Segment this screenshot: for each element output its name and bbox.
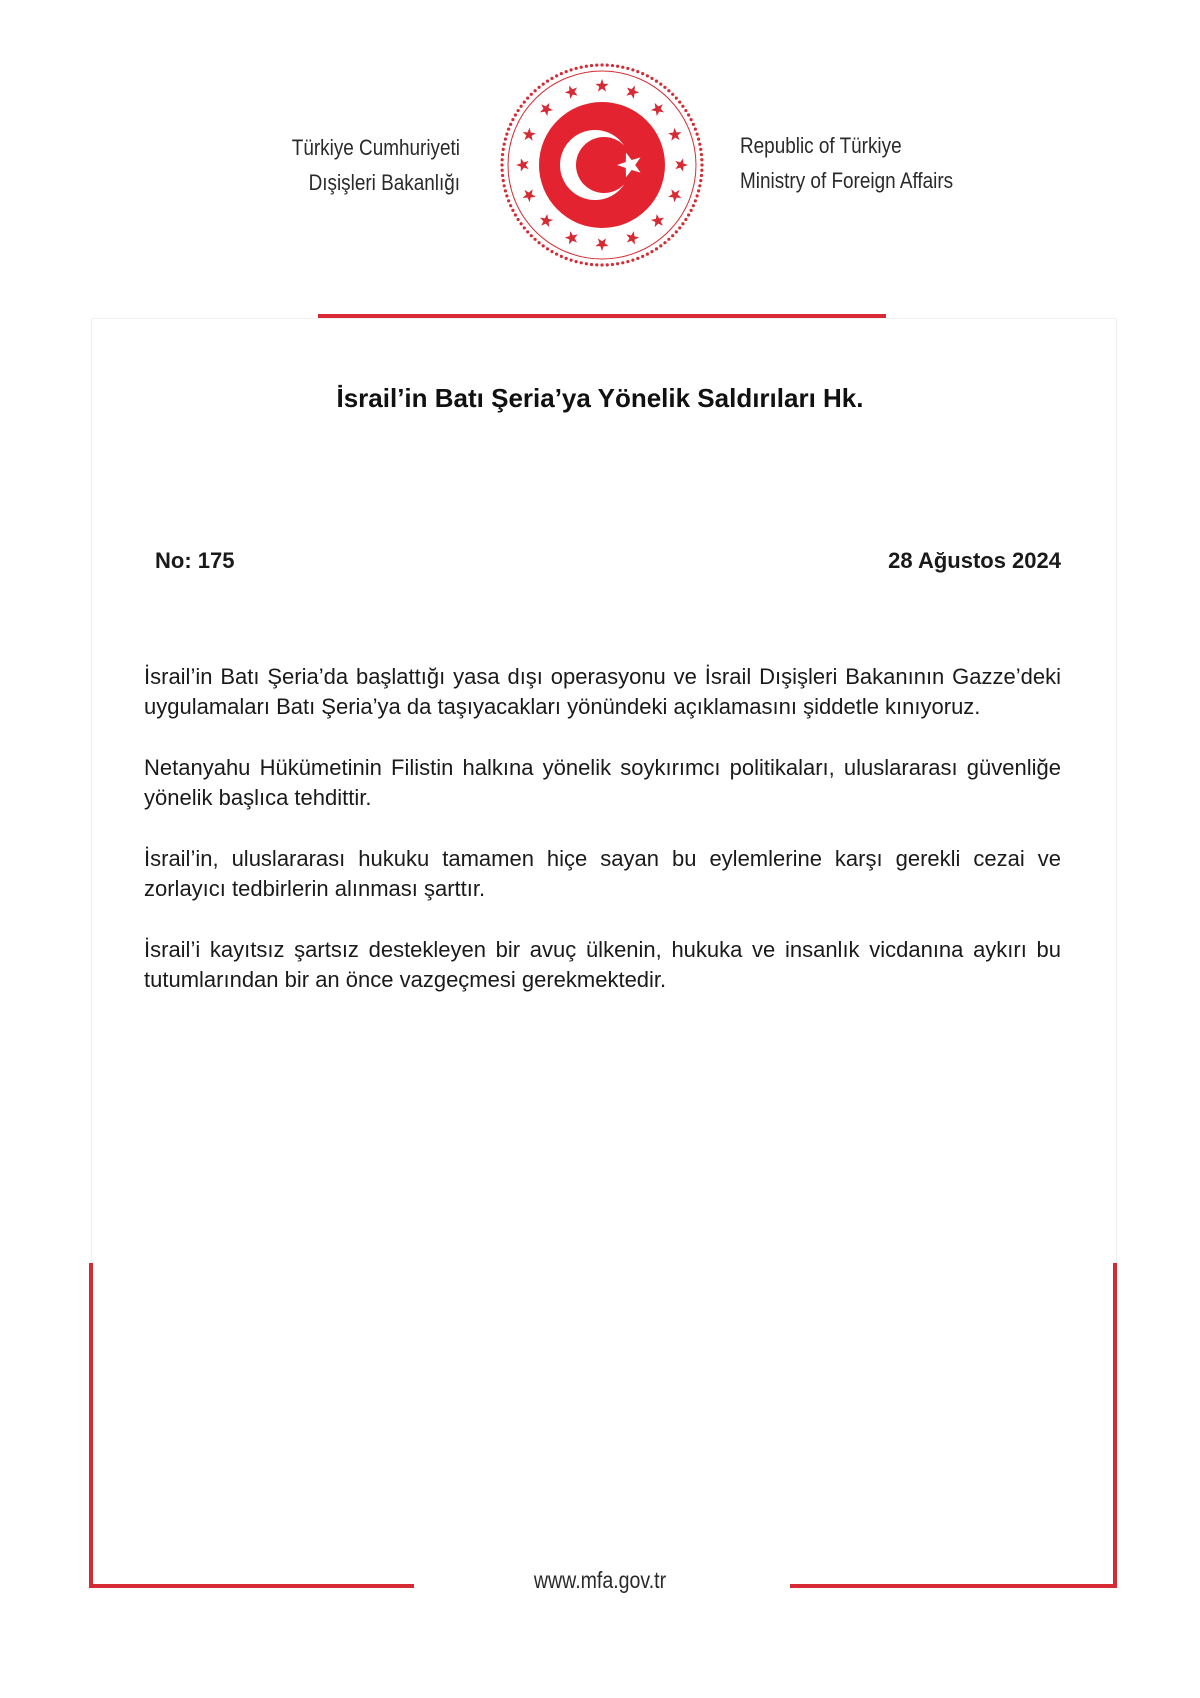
seal-dot	[663, 241, 666, 244]
ministry-name-english	[740, 128, 998, 198]
document-number: No: 175	[155, 548, 235, 573]
seal-dot	[681, 222, 684, 225]
seal-dot	[502, 179, 505, 182]
frame-bottom-left-border	[89, 1584, 414, 1588]
seal-dot	[671, 93, 674, 96]
seal-dot	[678, 100, 681, 103]
seal-dot	[696, 194, 699, 197]
seal-dot	[687, 113, 690, 116]
seal-dot	[537, 241, 540, 244]
seal-dot	[646, 74, 649, 77]
seal-dot	[511, 118, 514, 121]
seal-dot	[570, 68, 573, 71]
seal-dot	[626, 67, 629, 70]
seal-dot	[517, 109, 520, 112]
seal-dot	[698, 184, 701, 187]
seal-dot	[501, 158, 504, 161]
seal-dot	[611, 263, 614, 266]
seal-dot	[560, 72, 563, 75]
seal-dot	[655, 80, 658, 83]
seal-dot	[697, 138, 700, 141]
seal-dot	[678, 226, 681, 229]
seal-star-icon	[626, 231, 639, 244]
seal-dot	[530, 234, 533, 237]
seal-dot	[533, 89, 536, 92]
seal-dot	[699, 148, 702, 151]
ministry-name-turkish	[236, 130, 460, 200]
seal-star-icon	[675, 158, 688, 171]
seal-dot	[667, 238, 670, 241]
seal-dot	[580, 261, 583, 264]
seal-dot	[555, 74, 558, 77]
seal-dot	[631, 68, 634, 71]
seal-star-icon	[651, 103, 664, 116]
seal-dot	[687, 213, 690, 216]
seal-dot	[694, 199, 697, 202]
seal-star-icon	[595, 238, 608, 251]
seal-dot	[509, 204, 512, 207]
seal-dot	[636, 70, 639, 73]
seal-dot	[606, 64, 609, 67]
seal-dot	[501, 153, 504, 156]
seal-dot	[526, 230, 529, 233]
seal-dot	[514, 213, 517, 216]
seal-star-icon	[565, 231, 578, 244]
seal-dot	[550, 250, 553, 253]
seal-dot	[650, 250, 653, 253]
seal-dot	[650, 77, 653, 80]
seal-dot	[590, 64, 593, 67]
seal-dot	[697, 189, 700, 192]
frame-right-border	[1113, 1263, 1117, 1588]
seal-dot	[511, 209, 514, 212]
seal-dot	[626, 260, 629, 263]
seal-dot	[659, 83, 662, 86]
seal-dot	[546, 80, 549, 83]
seal-dot	[537, 86, 540, 89]
seal-dot	[667, 89, 670, 92]
document-date: 28 Ağustos 2024	[888, 548, 1061, 573]
seal-dot	[631, 259, 634, 262]
seal-star-icon	[565, 86, 578, 99]
seal-dot	[585, 65, 588, 68]
seal-dot	[507, 199, 510, 202]
seal-star-icon	[523, 128, 536, 141]
seal-dot	[505, 194, 508, 197]
seal-dot	[646, 253, 649, 256]
seal-dot	[636, 257, 639, 260]
seal-star-icon	[523, 189, 536, 202]
seal-dot	[641, 72, 644, 75]
seal-dot	[520, 105, 523, 108]
seal-dot	[641, 255, 644, 258]
seal-dot	[611, 64, 614, 67]
seal-star-icon	[668, 128, 681, 141]
seal-dot	[659, 244, 662, 247]
seal-dot	[502, 148, 505, 151]
seal-dot	[503, 143, 506, 146]
seal-dot	[700, 163, 703, 166]
seal-dot	[507, 128, 510, 131]
seal-dot	[533, 238, 536, 241]
seal-dot	[526, 96, 529, 99]
seal-dot	[690, 209, 693, 212]
paragraph: İsrail’in, uluslararası hukuku tamamen hiçe sayan bu eylemlerine karşı gerekli cezai ve zorlayıcı tedbirlerin alınması şarttır.	[144, 846, 1061, 901]
seal-dot	[690, 118, 693, 121]
seal-dot	[699, 179, 702, 182]
seal-dot	[700, 158, 703, 161]
document-body	[144, 662, 1061, 1026]
seal-dot	[655, 247, 658, 250]
seal-dot	[523, 226, 526, 229]
seal-dot	[595, 64, 598, 67]
seal-dot	[684, 109, 687, 112]
seal-dot	[501, 174, 504, 177]
seal-dot	[663, 86, 666, 89]
seal-dot	[616, 65, 619, 68]
seal-dot	[501, 169, 504, 172]
header-right-line1: Republic of Türkiye	[740, 133, 902, 158]
seal-dot	[621, 261, 624, 264]
seal-dot	[530, 93, 533, 96]
header-left-line2: Dışişleri Bakanlığı	[308, 170, 460, 195]
seal-dot	[542, 244, 545, 247]
seal-dot	[600, 63, 603, 66]
seal-dot	[692, 123, 695, 126]
seal-dot	[590, 263, 593, 266]
seal-star-icon	[651, 214, 664, 227]
seal-dot	[698, 143, 701, 146]
seal-dot	[514, 113, 517, 116]
seal-dot	[700, 174, 703, 177]
seal-dot	[505, 133, 508, 136]
seal-dot	[681, 105, 684, 108]
seal-dot	[606, 263, 609, 266]
seal-dot	[509, 123, 512, 126]
header-left-line1: Türkiye Cumhuriyeti	[291, 135, 460, 160]
seal-dot	[517, 218, 520, 221]
frame-left-border	[89, 1263, 93, 1588]
seal-dot	[504, 138, 507, 141]
seal-dot	[504, 189, 507, 192]
seal-dot	[542, 83, 545, 86]
seal-star-icon	[516, 158, 529, 171]
paragraph: İsrail’i kayıtsız şartsız destekleyen bir avuç ülkenin, hukuka ve insanlık vicdanına aykırı bu tutumlarından bir an önce vazgeçmesi gerekmektedir.	[144, 937, 1061, 992]
seal-dot	[555, 253, 558, 256]
seal-dot	[700, 153, 703, 156]
seal-star-icon	[626, 86, 639, 99]
seal-star-icon	[668, 189, 681, 202]
paragraph: İsrail’in Batı Şeria’da başlattığı yasa dışı operasyonu ve İsrail Dışişleri Bakanının Gazze’deki uygulamaları Batı Şeria’ya da taşıyacakları yönündeki açıklamasını şiddetle kınıyoruz.	[144, 664, 1061, 719]
seal-dot	[575, 260, 578, 263]
seal-dot	[621, 66, 624, 69]
seal-dot	[675, 96, 678, 99]
seal-dot	[600, 263, 603, 266]
seal-dot	[550, 77, 553, 80]
footer-website-link[interactable]: www.mfa.gov.tr	[533, 1567, 667, 1593]
seal-dot	[503, 184, 506, 187]
turkish-crescent-star-seal-icon	[497, 60, 707, 270]
header-right-line2: Ministry of Foreign Affairs	[740, 168, 954, 193]
seal-dot	[585, 262, 588, 265]
seal-dot	[560, 255, 563, 258]
seal-dot	[675, 230, 678, 233]
frame-bottom-right-border	[790, 1584, 1117, 1588]
document-title: İsrail’in Batı Şeria’ya Yönelik Saldırıları Hk.	[336, 383, 864, 413]
seal-dot	[570, 259, 573, 262]
seal-dot	[546, 247, 549, 250]
seal-dot	[696, 133, 699, 136]
seal-dot	[500, 163, 503, 166]
seal-dot	[523, 100, 526, 103]
seal-dot	[565, 257, 568, 260]
seal-dot	[616, 262, 619, 265]
seal-dot	[580, 66, 583, 69]
seal-star-icon	[595, 79, 608, 92]
seal-star-icon	[540, 103, 553, 116]
seal-dot	[565, 70, 568, 73]
seal-dot	[575, 67, 578, 70]
seal-dot	[692, 204, 695, 207]
seal-dot	[671, 234, 674, 237]
seal-dot	[520, 222, 523, 225]
seal-star-icon	[540, 214, 553, 227]
seal-dot	[595, 263, 598, 266]
paragraph: Netanyahu Hükümetinin Filistin halkına yönelik soykırımcı politikaları, uluslararası güvenliğe yönelik başlıca tehdittir.	[144, 755, 1061, 810]
seal-dot	[694, 128, 697, 131]
seal-dot	[684, 218, 687, 221]
seal-dot	[700, 169, 703, 172]
